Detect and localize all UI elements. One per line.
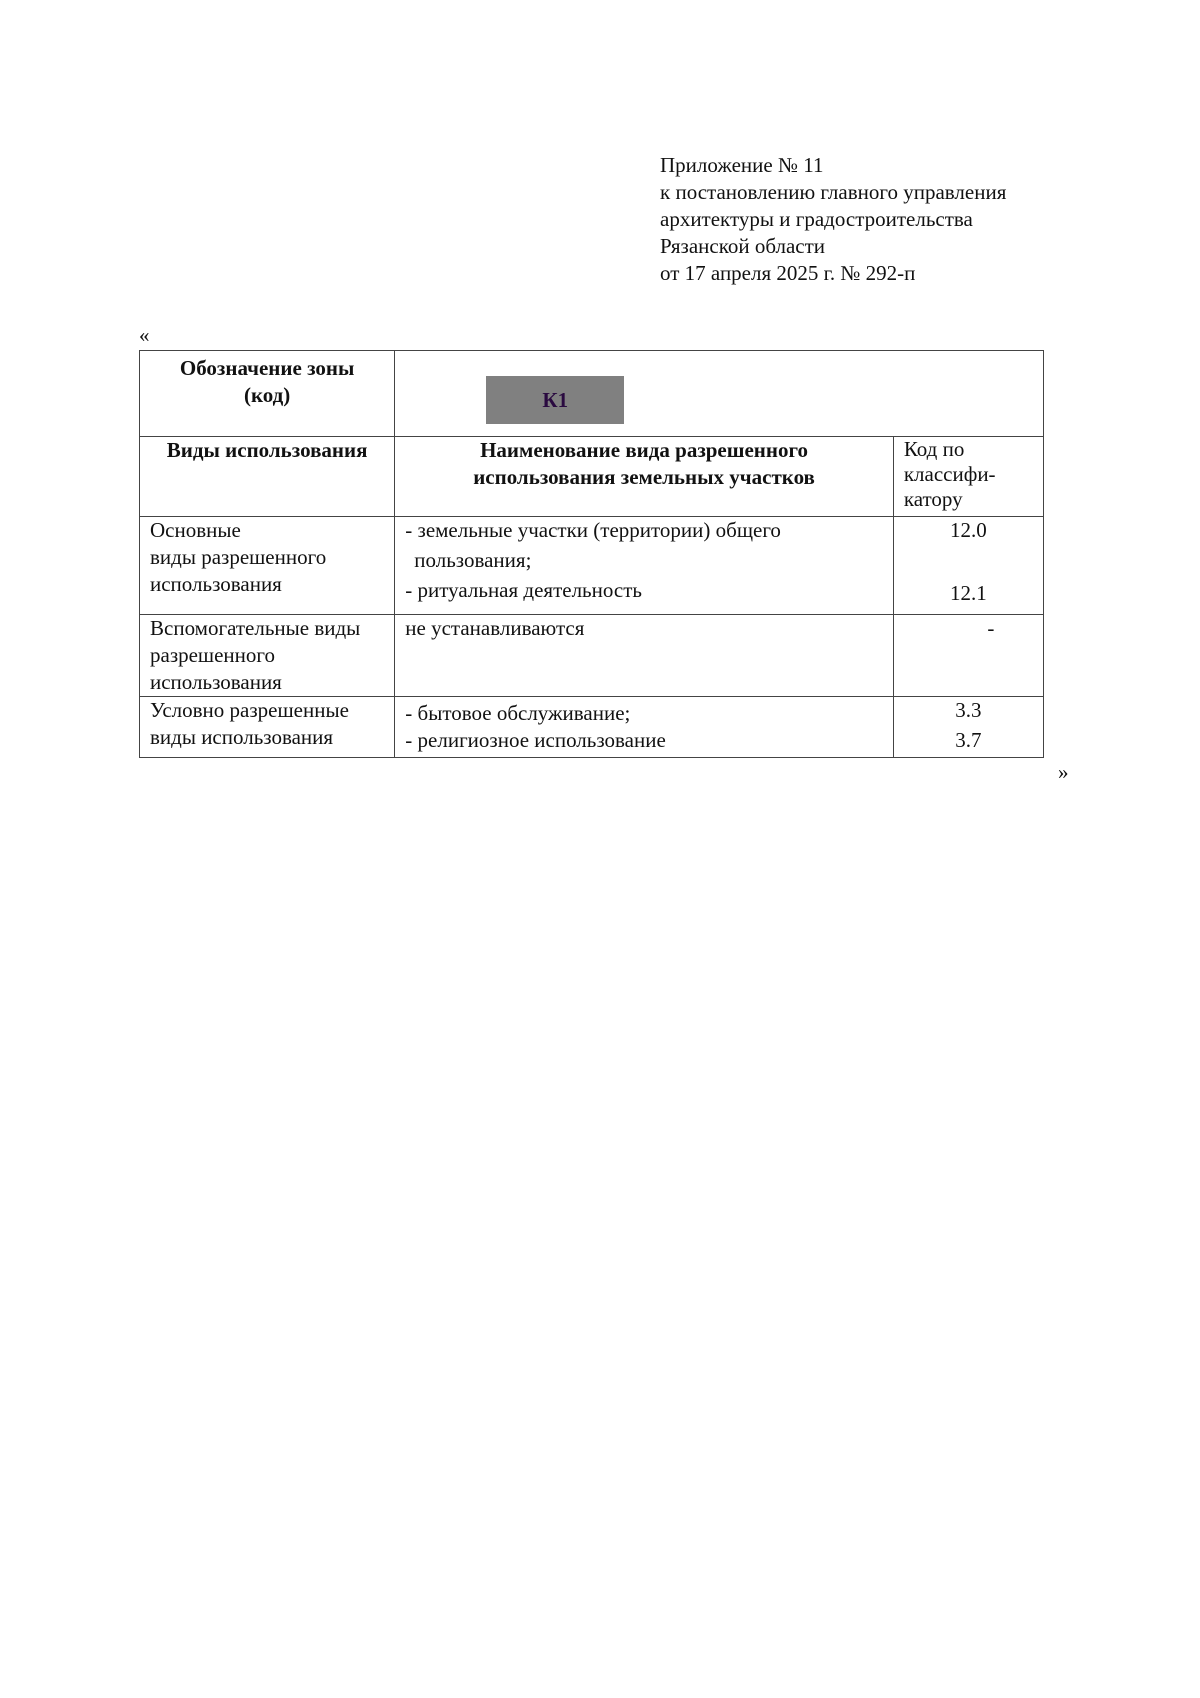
main-usage-items	[395, 517, 894, 615]
row-label-line: Основные	[150, 518, 241, 542]
auxiliary-usage-text	[395, 615, 894, 697]
usage-header	[140, 437, 395, 517]
code-header-line: классифи-	[903, 462, 996, 486]
row-label-line: использования	[150, 670, 282, 694]
row-label-line: виды разрешенного	[150, 545, 327, 569]
zone-code-badge: К1	[486, 376, 624, 424]
auxiliary-usage-row	[140, 615, 1044, 697]
zone-label-cell	[140, 351, 395, 437]
classifier-code: -	[987, 616, 995, 640]
row-label-line: Условно разрешенные	[150, 698, 349, 722]
closing-quote: »	[1058, 760, 1069, 784]
row-label-line: виды использования	[150, 725, 334, 749]
usage-item: - религиозное использование	[405, 728, 666, 752]
conditional-usage-codes	[893, 697, 1043, 758]
usage-item: - бытовое обслуживание;	[405, 701, 631, 725]
conditional-usage-row	[140, 697, 1044, 758]
usage-item: - ритуальная деятельность	[405, 578, 642, 602]
zone-label	[150, 351, 384, 409]
conditional-usage-label	[140, 697, 395, 758]
appendix-line: Рязанской области	[660, 234, 826, 258]
zone-label-line: (код)	[243, 383, 291, 407]
usage-header-text: Виды использования	[166, 438, 368, 462]
name-header	[395, 437, 894, 517]
code-header-line: катору	[903, 487, 963, 511]
code-header	[893, 437, 1043, 517]
appendix-line: от 17 апреля 2025 г. № 292-п	[660, 261, 916, 285]
usage-item: - земельные участки (территории) общего	[405, 518, 781, 542]
conditional-usage-items	[395, 697, 894, 758]
row-label-line: разрешенного	[150, 643, 275, 667]
row-label-line: Вспомогательные виды	[150, 616, 361, 640]
zone-table	[139, 350, 1044, 758]
name-header-line: Наименование вида разрешенного	[480, 438, 809, 462]
row-label-line: использования	[150, 572, 282, 596]
opening-quote: «	[139, 323, 150, 347]
main-usage-codes	[893, 517, 1043, 615]
classifier-code: 12.0	[950, 518, 987, 542]
classifier-code: 12.1	[950, 581, 987, 605]
classifier-code: 3.3	[955, 698, 982, 722]
appendix-line: архитектуры и градостроительства	[660, 207, 973, 231]
usage-text: не устанавливаются	[405, 616, 585, 640]
appendix-header	[660, 152, 1006, 287]
name-header-line: использования земельных участков	[473, 465, 815, 489]
main-usage-row	[140, 517, 1044, 615]
zone-label-line: Обозначение зоны	[179, 356, 355, 380]
appendix-line: к постановлению главного управления	[660, 180, 1007, 204]
column-header-row	[140, 437, 1044, 517]
auxiliary-usage-code	[893, 615, 1043, 697]
usage-item-continuation: пользования;	[414, 548, 532, 572]
auxiliary-usage-label	[140, 615, 395, 697]
zone-code-cell	[395, 351, 1044, 437]
classifier-code: 3.7	[955, 728, 982, 752]
main-usage-label	[140, 517, 395, 615]
code-header-line: Код по	[903, 437, 965, 461]
zone-code-row	[140, 351, 1044, 437]
appendix-line: Приложение № 11	[660, 153, 824, 177]
